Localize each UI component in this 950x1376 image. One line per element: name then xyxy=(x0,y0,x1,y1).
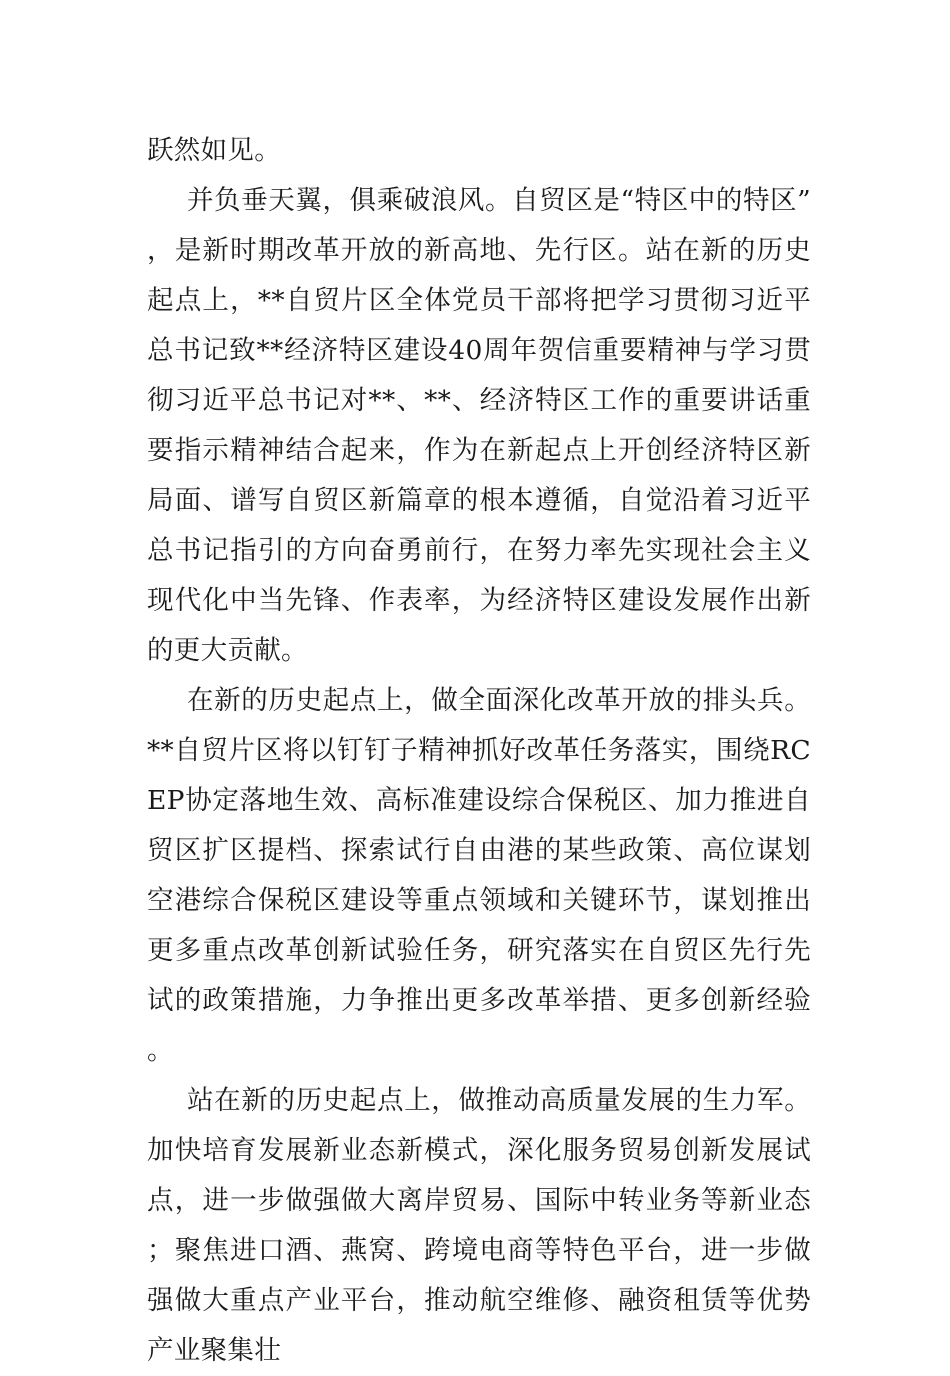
paragraph-continuation: 跃然如见。 xyxy=(147,135,281,166)
paragraph-reform-opening: 在新的历史起点上，做全面深化改革开放的排头兵。**自贸片区将以钉钉子精神抓好改革任务落实，围绕RCEP协定落地生效、高标准建设综合保税区、加力推进自贸区扩区提档、探索试行自由港的某些政策、高位谋划空港综合保税区建设等重点领域和关键环节，谋划推出更多重点改革创新试验任务，研究落实在自贸区先行先试的政策措施，力争推出更多改革举措、更多创新经验。 xyxy=(147,685,811,1066)
document-body xyxy=(147,126,811,1376)
paragraph-free-trade-zone-intro: 并负垂天翼，俱乘破浪风。自贸区是“特区中的特区”，是新时期改革开放的新高地、先行区。站在新的历史起点上，**自贸片区全体党员干部将把学习贯彻习近平总书记致**经济特区建设40周年贺信重要精神与学习贯彻习近平总书记对**、**、经济特区工作的重要讲话重要指示精神结合起来，作为在新起点上开创经济特区新局面、谱写自贸区新篇章的根本遵循，自觉沿着习近平总书记指引的方向奋勇前行，在努力率先实现社会主义现代化中当先锋、作表率，为经济特区建设发展作出新的更大贡献。 xyxy=(147,185,811,666)
paragraph-high-quality-development: 站在新的历史起点上，做推动高质量发展的生力军。加快培育发展新业态新模式，深化服务贸易创新发展试点，进一步做强做大离岸贸易、国际中转业务等新业态；聚焦进口酒、燕窝、跨境电商等特色平台，进一步做强做大重点产业平台，推动航空维修、融资租赁等优势产业聚集壮 xyxy=(147,1085,811,1366)
